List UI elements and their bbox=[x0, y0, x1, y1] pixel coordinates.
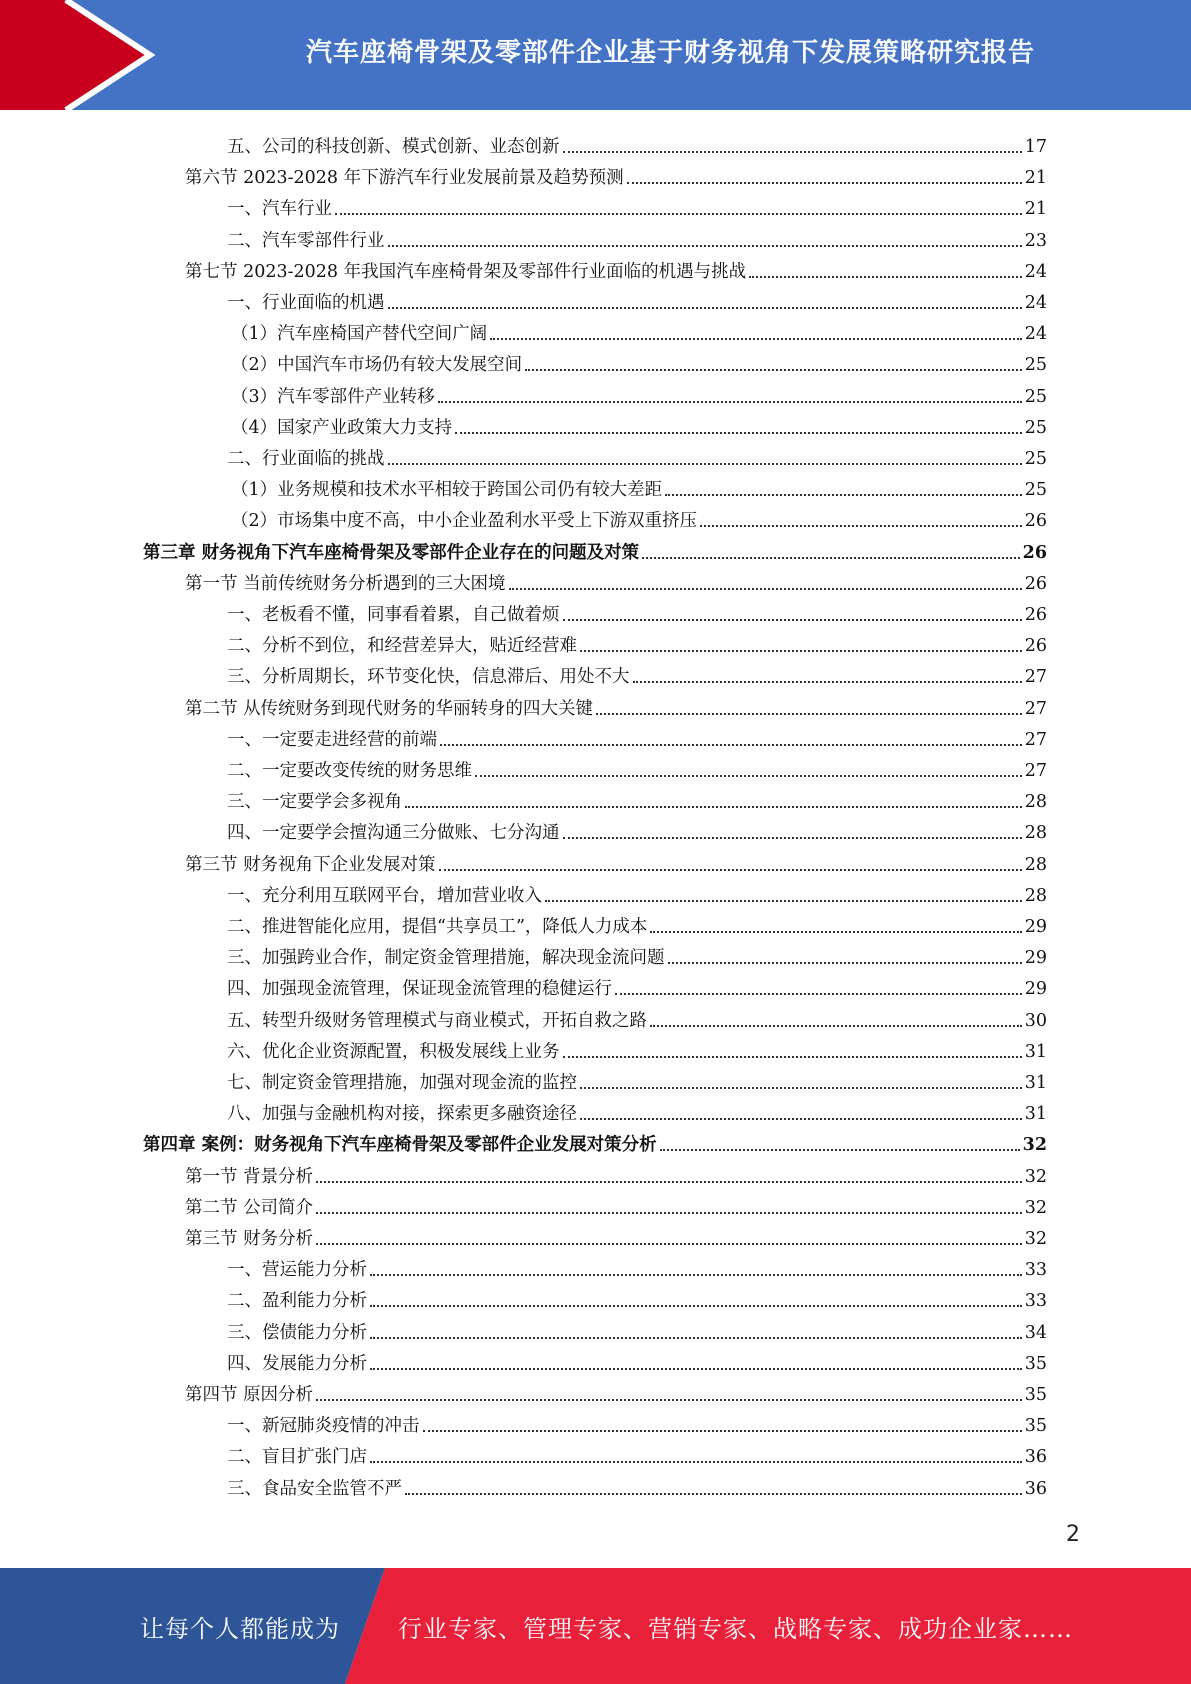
toc-entry[interactable] bbox=[227, 876, 1047, 907]
toc-entry-label: 第三节 财务分析 bbox=[185, 1229, 314, 1249]
toc-entry-page: 27 bbox=[1024, 698, 1047, 719]
toc-entry-label: 二、分析不到位，和经营差异大，贴近经营难 bbox=[227, 636, 577, 657]
toc-dot-leader bbox=[563, 837, 1022, 839]
toc-entry-label: 八、加强与金融机构对接，探索更多融资途径 bbox=[227, 1104, 577, 1125]
toc-dot-leader bbox=[335, 213, 1022, 215]
toc-entry-label: 四、加强现金流管理，保证现金流管理的稳健运行 bbox=[227, 979, 612, 1000]
toc-dot-leader bbox=[660, 1149, 1020, 1151]
toc-entry-label: 四、发展能力分析 bbox=[227, 1353, 367, 1374]
toc-entry-page: 33 bbox=[1024, 1291, 1047, 1312]
toc-entry-label: （1）汽车座椅国产替代空间广阔 bbox=[231, 324, 488, 345]
toc-entry[interactable] bbox=[227, 1063, 1047, 1094]
toc-entry-page: 31 bbox=[1024, 1073, 1047, 1093]
toc-entry[interactable] bbox=[227, 626, 1047, 657]
toc-entry[interactable] bbox=[227, 751, 1047, 782]
toc-entry[interactable] bbox=[227, 1313, 1047, 1344]
toc-entry-label: 第三节 财务视角下企业发展对策 bbox=[185, 854, 436, 875]
toc-dot-leader bbox=[490, 338, 1022, 340]
toc-entry-label: （2）中国汽车市场仍有较大发展空间 bbox=[231, 355, 523, 376]
toc-entry-label: 第四节 原因分析 bbox=[185, 1385, 314, 1405]
toc-dot-leader bbox=[370, 1368, 1022, 1370]
toc-entry-label: 第三章 财务视角下汽车座椅骨架及零部件企业存在的问题及对策 bbox=[143, 542, 640, 563]
toc-dot-leader bbox=[475, 775, 1022, 777]
toc-dot-leader bbox=[642, 557, 1020, 559]
toc-entry[interactable] bbox=[227, 1250, 1047, 1281]
toc-entry-label: （3）汽车零部件产业转移 bbox=[231, 386, 435, 407]
toc-entry-label: 二、盈利能力分析 bbox=[227, 1291, 367, 1312]
toc-dot-leader bbox=[423, 1430, 1022, 1432]
toc-dot-leader bbox=[440, 744, 1022, 746]
toc-entry-label: 第一节 背景分析 bbox=[185, 1166, 314, 1187]
toc-dot-leader bbox=[525, 369, 1022, 371]
toc-entry-page: 31 bbox=[1024, 1104, 1047, 1125]
toc-entry-page: 32 bbox=[1024, 1197, 1047, 1218]
toc-entry[interactable] bbox=[227, 1344, 1047, 1375]
report-title: 汽车座椅骨架及零部件企业基于财务视角下发展策略研究报告 bbox=[305, 37, 1035, 68]
toc-entry[interactable] bbox=[227, 782, 1047, 813]
toc-dot-leader bbox=[665, 494, 1022, 496]
toc-entry-label: 三、食品安全监管不严 bbox=[227, 1478, 402, 1499]
toc-entry-page: 25 bbox=[1024, 355, 1047, 376]
toc-entry-page: 27 bbox=[1024, 761, 1047, 781]
toc-entry-label: 三、一定要学会多视角 bbox=[227, 792, 402, 813]
toc-entry-label: 七、制定资金管理措施，加强对现金流的监控 bbox=[227, 1073, 577, 1093]
toc-dot-leader bbox=[668, 962, 1022, 964]
toc-entry-label: 五、公司的科技创新、模式创新、业态创新 bbox=[227, 137, 560, 157]
toc-entry-page: 27 bbox=[1024, 667, 1047, 688]
toc-entry-label: （4）国家产业政策大力支持 bbox=[231, 417, 453, 438]
page-header bbox=[0, 0, 1191, 110]
toc-entry-label: 一、营运能力分析 bbox=[227, 1260, 367, 1281]
toc-entry-label: 三、偿债能力分析 bbox=[227, 1322, 367, 1343]
toc-dot-leader bbox=[388, 245, 1022, 247]
toc-entry[interactable] bbox=[231, 314, 1047, 345]
toc-dot-leader bbox=[650, 931, 1021, 933]
toc-dot-leader bbox=[388, 463, 1022, 465]
toc-dot-leader bbox=[563, 619, 1022, 621]
toc-entry-label: 第二节 从传统财务到现代财务的华丽转身的四大关键 bbox=[185, 698, 594, 719]
toc-chapter-entry[interactable] bbox=[143, 533, 1047, 564]
footer-slogan-left: 让每个人都能成为 bbox=[140, 1614, 340, 1643]
toc-entry[interactable] bbox=[185, 252, 1047, 283]
toc-entry[interactable] bbox=[227, 1001, 1047, 1032]
toc-entry-page: 29 bbox=[1024, 948, 1047, 969]
toc-entry[interactable] bbox=[231, 408, 1047, 439]
toc-entry-page: 26 bbox=[1024, 511, 1047, 532]
toc-entry[interactable] bbox=[227, 969, 1047, 1000]
toc-entry-label: 二、行业面临的挑战 bbox=[227, 449, 385, 469]
toc-entry-page: 29 bbox=[1024, 979, 1047, 1000]
toc-entry-page: 21 bbox=[1024, 168, 1047, 189]
toc-entry-page: 24 bbox=[1024, 324, 1047, 345]
toc-entry-label: 二、汽车零部件行业 bbox=[227, 230, 385, 251]
toc-entry[interactable] bbox=[185, 158, 1047, 189]
toc-entry-label: 一、一定要走进经营的前端 bbox=[227, 729, 437, 750]
toc-dot-leader bbox=[650, 1025, 1022, 1027]
toc-entry-page: 33 bbox=[1024, 1260, 1047, 1281]
toc-entry[interactable] bbox=[227, 1094, 1047, 1125]
toc-entry-label: 第六节 2023-2028 年下游汽车行业发展前景及趋势预测 bbox=[185, 168, 624, 189]
toc-dot-leader bbox=[545, 900, 1022, 902]
toc-dot-leader bbox=[580, 1087, 1022, 1089]
toc-entry[interactable] bbox=[227, 221, 1047, 252]
toc-dot-leader bbox=[316, 1212, 1022, 1214]
toc-dot-leader bbox=[370, 1274, 1022, 1276]
footer-slogan-right: 行业专家、管理专家、营销专家、战略专家、成功企业家…… bbox=[398, 1614, 1073, 1643]
toc-entry[interactable] bbox=[227, 938, 1047, 969]
toc-entry-page: 26 bbox=[1024, 605, 1047, 625]
toc-entry-label: 一、汽车行业 bbox=[227, 199, 332, 220]
toc-entry[interactable] bbox=[227, 283, 1047, 314]
toc-entry-label: 一、行业面临的机遇 bbox=[227, 293, 385, 313]
toc-entry[interactable] bbox=[185, 1375, 1047, 1406]
toc-entry-page: 32 bbox=[1024, 1166, 1047, 1187]
toc-dot-leader bbox=[316, 1399, 1022, 1401]
toc-dot-leader bbox=[700, 525, 1022, 527]
toc-entry-label: 第七节 2023-2028 年我国汽车座椅骨架及零部件行业面临的机遇与挑战 bbox=[185, 261, 747, 282]
toc-entry-page: 25 bbox=[1024, 417, 1047, 438]
toc-dot-leader bbox=[627, 182, 1022, 184]
toc-dot-leader bbox=[405, 1493, 1022, 1495]
toc-entry-page: 25 bbox=[1024, 386, 1047, 407]
toc-entry-page: 32 bbox=[1022, 1135, 1047, 1156]
toc-entry[interactable] bbox=[227, 1437, 1047, 1468]
toc-entry[interactable] bbox=[231, 377, 1047, 408]
toc-entry-page: 26 bbox=[1024, 636, 1047, 657]
toc-entry-page: 35 bbox=[1024, 1385, 1047, 1405]
toc-entry-page: 28 bbox=[1024, 792, 1047, 813]
toc-entry[interactable] bbox=[185, 564, 1047, 595]
toc-entry-label: 二、一定要改变传统的财务思维 bbox=[227, 761, 472, 781]
toc-entry-page: 21 bbox=[1024, 199, 1047, 220]
toc-entry-page: 24 bbox=[1024, 261, 1047, 282]
toc-entry-page: 27 bbox=[1024, 729, 1047, 750]
toc-entry-page: 34 bbox=[1024, 1322, 1047, 1343]
toc-entry[interactable] bbox=[231, 345, 1047, 376]
toc-chapter-entry[interactable] bbox=[143, 1125, 1047, 1156]
toc-entry-label: 一、新冠肺炎疫情的冲击 bbox=[227, 1416, 420, 1437]
toc-dot-leader bbox=[316, 1181, 1022, 1183]
toc-entry[interactable] bbox=[227, 1469, 1047, 1500]
toc-entry[interactable] bbox=[227, 189, 1047, 220]
toc-dot-leader bbox=[438, 401, 1022, 403]
toc-entry-label: 五、转型升级财务管理模式与商业模式，开拓自救之路 bbox=[227, 1010, 647, 1031]
toc-entry-label: （2）市场集中度不高，中小企业盈利水平受上下游双重挤压 bbox=[231, 511, 698, 532]
toc-dot-leader bbox=[563, 151, 1022, 153]
toc-dot-leader bbox=[370, 1461, 1022, 1463]
toc-entry-page: 35 bbox=[1024, 1353, 1047, 1374]
toc-entry[interactable] bbox=[231, 501, 1047, 532]
toc-entry-page: 30 bbox=[1024, 1010, 1047, 1031]
toc-dot-leader bbox=[596, 713, 1022, 715]
toc-entry-label: 第二节 公司简介 bbox=[185, 1197, 314, 1218]
toc-entry-label: 二、推进智能化应用，提倡“共享员工”，降低人力成本 bbox=[227, 917, 648, 937]
toc-entry-page: 28 bbox=[1024, 823, 1047, 844]
toc-dot-leader bbox=[509, 588, 1022, 590]
toc-dot-leader bbox=[633, 681, 1022, 683]
toc-entry[interactable] bbox=[227, 720, 1047, 751]
toc-entry-page: 23 bbox=[1024, 230, 1047, 251]
toc-entry-page: 26 bbox=[1024, 573, 1047, 594]
toc-dot-leader bbox=[749, 276, 1022, 278]
toc-dot-leader bbox=[388, 307, 1022, 309]
page-number: 2 bbox=[1066, 1522, 1080, 1547]
toc-entry-label: 一、老板看不懂，同事看着累，自己做着烦 bbox=[227, 605, 560, 625]
toc-entry-label: 第四章 案例：财务视角下汽车座椅骨架及零部件企业发展对策分析 bbox=[143, 1135, 657, 1156]
toc-entry[interactable] bbox=[227, 439, 1047, 470]
toc-entry-label: （1）业务规模和技术水平相较于跨国公司仍有较大差距 bbox=[231, 480, 663, 501]
toc-dot-leader bbox=[563, 1056, 1022, 1058]
toc-entry-page: 26 bbox=[1022, 542, 1047, 563]
toc-entry[interactable] bbox=[227, 1281, 1047, 1312]
toc-entry[interactable] bbox=[185, 1157, 1047, 1188]
toc-entry-label: 一、充分利用互联网平台，增加营业收入 bbox=[227, 885, 542, 906]
toc-entry[interactable] bbox=[227, 657, 1047, 688]
toc-entry[interactable] bbox=[227, 1406, 1047, 1437]
toc-entry[interactable] bbox=[227, 813, 1047, 844]
toc-dot-leader bbox=[316, 1243, 1022, 1245]
toc-entry-page: 35 bbox=[1024, 1416, 1047, 1437]
toc-entry-page: 36 bbox=[1024, 1447, 1047, 1468]
toc-dot-leader bbox=[580, 650, 1022, 652]
toc-entry-label: 六、优化企业资源配置，积极发展线上业务 bbox=[227, 1041, 560, 1062]
toc-dot-leader bbox=[370, 1337, 1022, 1339]
toc-entry-page: 29 bbox=[1024, 917, 1047, 937]
toc-entry-page: 28 bbox=[1024, 885, 1047, 906]
page-footer bbox=[0, 1568, 1191, 1684]
toc-entry[interactable] bbox=[227, 127, 1047, 158]
toc-entry[interactable] bbox=[227, 595, 1047, 626]
toc-entry-page: 24 bbox=[1024, 293, 1047, 313]
toc-dot-leader bbox=[439, 869, 1022, 871]
toc-entry-label: 三、加强跨业合作，制定资金管理措施，解决现金流问题 bbox=[227, 948, 665, 969]
toc-entry[interactable] bbox=[227, 1032, 1047, 1063]
toc-entry-page: 28 bbox=[1024, 854, 1047, 875]
toc-entry[interactable] bbox=[185, 1188, 1047, 1219]
toc-dot-leader bbox=[370, 1305, 1022, 1307]
toc-entry-page: 36 bbox=[1024, 1478, 1047, 1499]
toc-entry-label: 三、分析周期长，环节变化快，信息滞后、用处不大 bbox=[227, 667, 630, 688]
toc-dot-leader bbox=[580, 1118, 1022, 1120]
toc-entry-page: 32 bbox=[1024, 1229, 1047, 1249]
toc-dot-leader bbox=[405, 806, 1022, 808]
toc-entry[interactable] bbox=[227, 907, 1047, 938]
toc-entry-page: 31 bbox=[1024, 1041, 1047, 1062]
toc-entry[interactable] bbox=[231, 470, 1047, 501]
toc-entry-page: 25 bbox=[1024, 480, 1047, 501]
toc-entry-label: 二、盲目扩张门店 bbox=[227, 1447, 367, 1468]
toc-dot-leader bbox=[455, 432, 1022, 434]
toc-entry[interactable] bbox=[185, 689, 1047, 720]
toc-entry-label: 四、一定要学会擅沟通三分做账、七分沟通 bbox=[227, 823, 560, 844]
toc-entry-page: 25 bbox=[1024, 449, 1047, 469]
toc-entry-label: 第一节 当前传统财务分析遇到的三大困境 bbox=[185, 573, 506, 594]
toc-entry-page: 17 bbox=[1024, 137, 1047, 157]
toc-dot-leader bbox=[615, 993, 1022, 995]
toc-entry[interactable] bbox=[185, 845, 1047, 876]
toc-entry[interactable] bbox=[185, 1219, 1047, 1250]
